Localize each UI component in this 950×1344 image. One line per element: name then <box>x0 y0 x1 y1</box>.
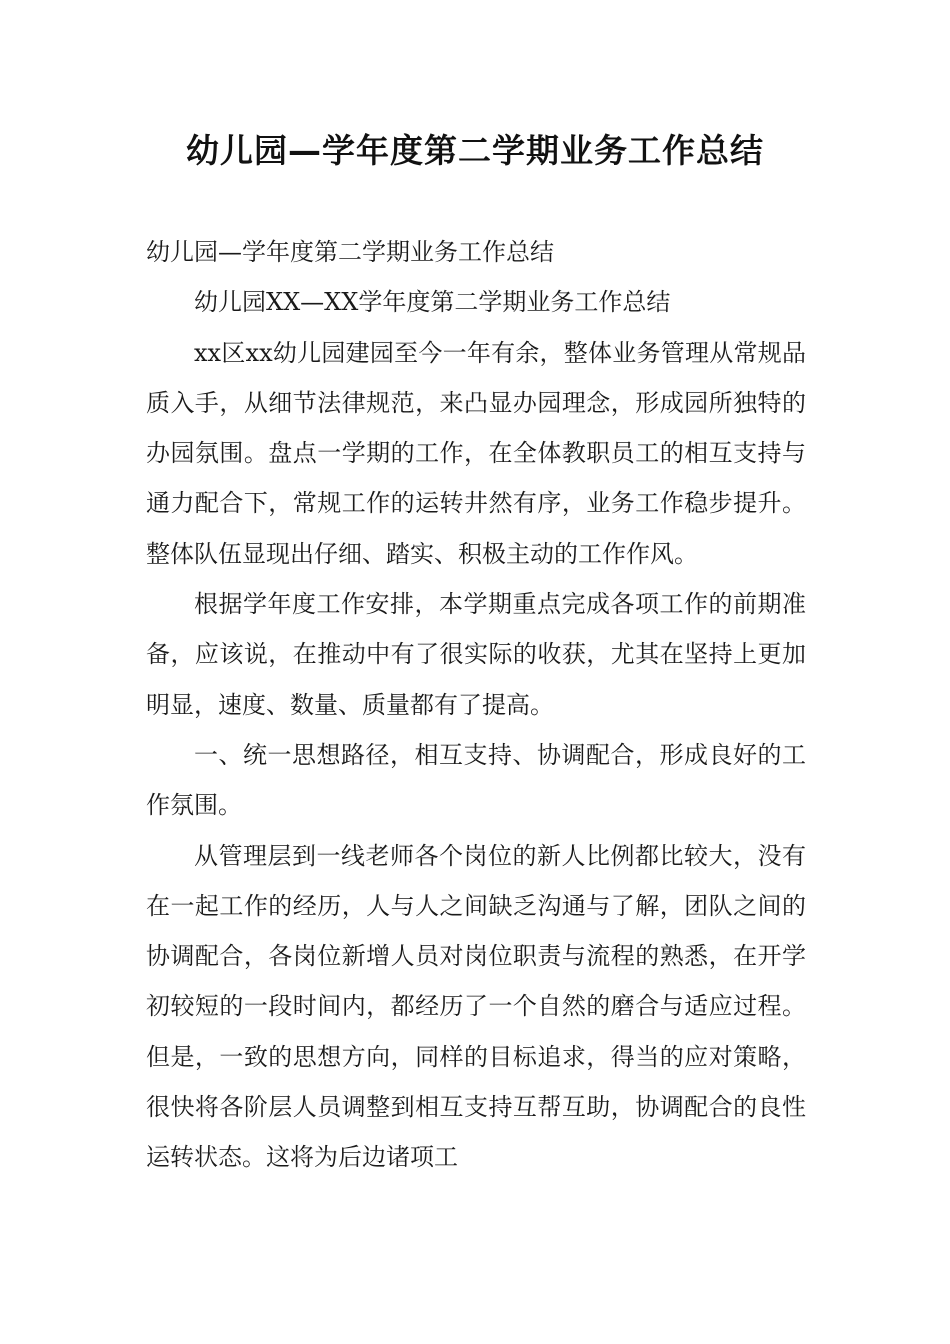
body-paragraph: 幼儿园XX—XX学年度第二学期业务工作总结 <box>194 288 671 317</box>
body-paragraph: 根据学年度工作安排，本学期重点完成各项工作的前期准备，应该说，在推动中有了很实际的收获，尤其在坚持上更加明显，速度、数量、质量都有了提高。 <box>146 590 806 719</box>
body-paragraph: 幼儿园—学年度第二学期业务工作总结 <box>146 238 554 266</box>
document-title: 幼儿园—学年度第二学期业务工作总结 <box>186 131 764 170</box>
document-body <box>146 227 806 1183</box>
body-paragraph: xx区xx幼儿园建园至今一年有余，整体业务管理从常规品质入手，从细节法律规范，来凸显办园理念，形成园所独特的办园氛围。盘点一学期的工作，在全体教职员工的相互支持与通力配合下，常规工作的运转井然有序，业务工作稳步提升。整体队伍显现出仔细、踏实、积极主动的工作作风。 <box>146 338 806 568</box>
body-paragraph: 从管理层到一线老师各个岗位的新人比例都比较大，没有在一起工作的经历，人与人之间缺乏沟通与了解，团队之间的协调配合，各岗位新增人员对岗位职责与流程的熟悉，在开学初较短的一段时间内，都经历了一个自然的磨合与适应过程。但是，一致的思想方向，同样的目标追求，得当的应对策略，很快将各阶层人员调整到相互支持互帮互助，协调配合的良性运转状态。这将为后边诸项工 <box>146 841 806 1172</box>
body-paragraph: 一、统一思想路径，相互支持、协调配合，形成良好的工作氛围。 <box>146 740 806 820</box>
